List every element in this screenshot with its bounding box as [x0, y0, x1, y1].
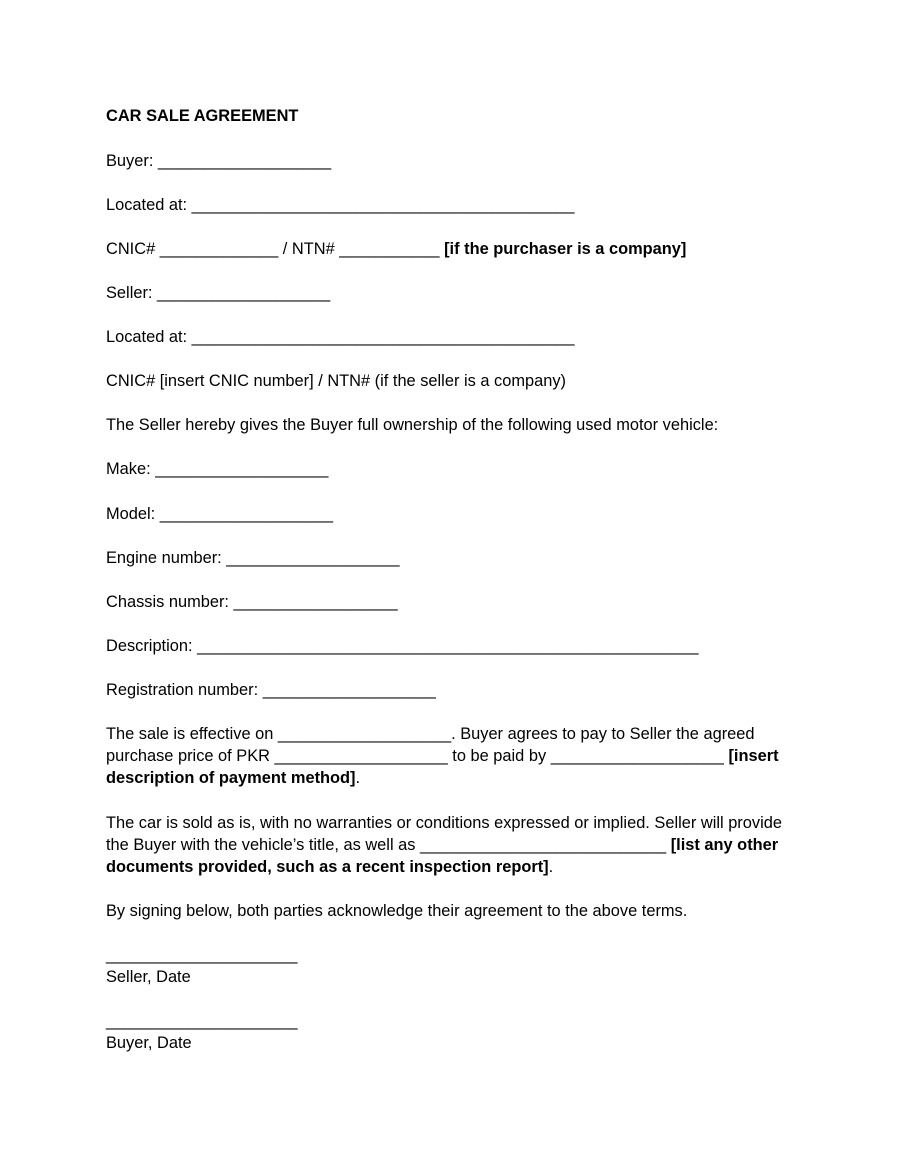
buyer-cnic-line — [106, 238, 686, 260]
condition-paragraph-line-3 — [106, 856, 553, 878]
registration-number-line: Registration number: ___________________ — [106, 681, 436, 699]
buyer-cnic-text: CNIC# _____________ / NTN# ___________ — [106, 240, 440, 258]
document-title: CAR SALE AGREEMENT — [106, 107, 299, 125]
payment-method-placeholder: description of payment method] — [106, 769, 356, 787]
condition-line-2-text: the Buyer with the vehicle’s title, as well as ___________________________ — [106, 836, 667, 854]
documents-placeholder: documents provided, such as a recent inspection report] — [106, 858, 549, 876]
condition-paragraph-line-2 — [106, 834, 778, 856]
model-line: Model: ___________________ — [106, 505, 333, 523]
seller-signature-label: Seller, Date — [106, 968, 191, 986]
buyer-signature-line: _____________________ — [106, 1012, 298, 1030]
buyer-signature-label: Buyer, Date — [106, 1034, 192, 1052]
sale-line-2-bold: [insert — [728, 747, 779, 765]
sale-paragraph-line-3 — [106, 767, 360, 789]
buyer-line: Buyer: ___________________ — [106, 152, 332, 170]
sale-paragraph-line-2 — [106, 745, 779, 767]
ownership-statement: The Seller hereby gives the Buyer full ownership of the following used motor vehicle: — [106, 416, 719, 434]
sale-line-2-text: purchase price of PKR ___________________ to be paid by ___________________ — [106, 747, 724, 765]
sale-paragraph-line-1: The sale is effective on ___________________. Buyer agrees to pay to Seller the agreed — [106, 725, 755, 743]
acknowledgement-text: By signing below, both parties acknowledge their agreement to the above terms. — [106, 902, 688, 920]
condition-paragraph-line-1: The car is sold as is, with no warranties or conditions expressed or implied. Seller will provide — [106, 814, 782, 832]
seller-line: Seller: ___________________ — [106, 284, 331, 302]
description-line: Description: _______________________________________________________ — [106, 637, 699, 655]
engine-number-line: Engine number: ___________________ — [106, 549, 400, 567]
seller-located-line: Located at: __________________________________________ — [106, 328, 575, 346]
make-line: Make: ___________________ — [106, 460, 329, 478]
buyer-located-line: Located at: __________________________________________ — [106, 196, 575, 214]
condition-line-2-bold: [list any other — [670, 836, 779, 854]
seller-cnic-line: CNIC# [insert CNIC number] / NTN# (if the seller is a company) — [106, 372, 566, 390]
chassis-number-line: Chassis number: __________________ — [106, 593, 398, 611]
seller-signature-line: _____________________ — [106, 946, 298, 964]
buyer-cnic-note: [if the purchaser is a company] — [444, 240, 687, 258]
condition-line-3-end: . — [548, 858, 554, 876]
sale-line-3-end: . — [355, 769, 361, 787]
